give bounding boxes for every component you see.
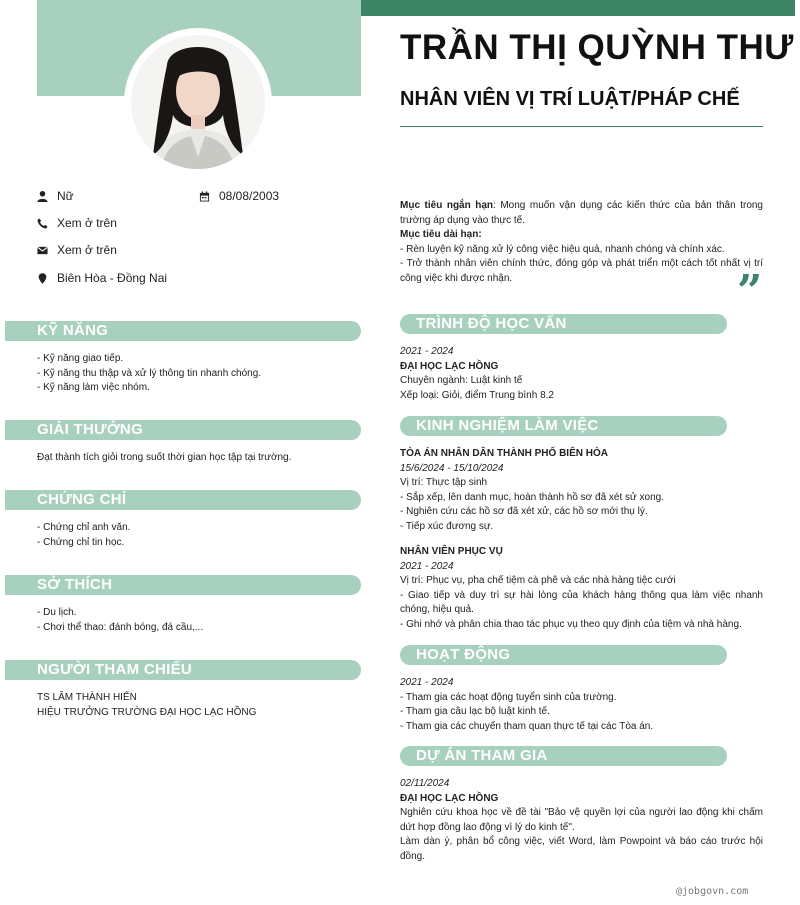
quote-mark-icon: ” xyxy=(737,266,763,317)
project-organization: ĐẠI HỌC LẠC HỒNG xyxy=(400,792,499,804)
activity-item: - Tham gia các chuyến tham quan thực tế tại các Tòa án. xyxy=(400,720,654,732)
awards-header: GIẢI THƯỞNG xyxy=(5,420,361,440)
projects-body xyxy=(400,777,763,864)
list-item: - Chứng chỉ tin học. xyxy=(37,536,125,548)
job-line: Vị trí: Phục vụ, pha chế tiệm cà phê và các nhà hàng tiệc cưới xyxy=(400,575,676,586)
activity-item: - Tham gia các hoạt động tuyển sinh của trường. xyxy=(400,691,617,703)
long-term-label: Mục tiêu dài hạn: xyxy=(400,229,482,240)
address-row xyxy=(37,271,167,285)
list-item: - Du lịch. xyxy=(37,607,77,618)
job-line: - Nghiên cứu các hồ sơ đã xét xử, các hồ sơ mới thụ lý. xyxy=(400,506,648,517)
birthdate-value: 08/08/2003 xyxy=(219,189,280,203)
phone-value: Xem ở trên xyxy=(57,216,117,230)
phone-row xyxy=(37,216,117,230)
experience-job xyxy=(400,447,763,534)
envelope-icon xyxy=(37,245,48,256)
person-icon xyxy=(37,191,48,202)
phone-icon xyxy=(37,218,48,229)
education-period: 2021 - 2024 xyxy=(400,346,454,357)
job-line: - Tiếp xúc đương sự. xyxy=(400,520,494,532)
birthdate-row xyxy=(199,189,279,203)
job-line: Vị trí: Thực tập sinh xyxy=(400,477,488,488)
reference-position: HIỆU TRƯỞNG TRƯỜNG ĐẠI HỌC LẠC HỒNG xyxy=(37,706,257,718)
skills-list xyxy=(37,352,357,396)
education-header: TRÌNH ĐỘ HỌC VẤN xyxy=(400,314,727,334)
education-major: Chuyên ngành: Luật kinh tế xyxy=(400,375,523,386)
title-divider xyxy=(400,126,763,127)
references-header: NGƯỜI THAM CHIẾU xyxy=(5,660,361,680)
activities-header: HOẠT ĐỘNG xyxy=(400,645,727,665)
short-term-text: : Mong muốn vận dụng các kiến thức của bản thân trong trường áp dụng vào thực tế. xyxy=(400,200,763,226)
list-item: - Kỹ năng thu thập và xử lý thông tin nhanh chóng. xyxy=(37,367,262,379)
certificates-list xyxy=(37,521,357,550)
gender-value: Nữ xyxy=(57,189,74,203)
project-date: 02/11/2024 xyxy=(400,778,450,789)
list-item: - Chứng chỉ anh văn. xyxy=(37,522,131,533)
job-line: - Sắp xếp, lên danh mục, hoàn thành hồ sơ đã xét sử xong. xyxy=(400,491,664,503)
top-accent-bar xyxy=(361,0,795,16)
projects-header: DỰ ÁN THAM GIA xyxy=(400,746,727,766)
gender-row xyxy=(37,189,74,203)
education-school: ĐẠI HỌC LẠC HỒNG xyxy=(400,360,499,372)
certificates-header: CHỨNG CHỈ xyxy=(5,490,361,510)
job-title: NHÂN VIÊN VỊ TRÍ LUẬT/PHÁP CHẾ xyxy=(400,88,740,110)
long-term-item: - Rèn luyện kỹ năng xử lý công việc hiệu quả, nhanh chóng và chính xác. xyxy=(400,243,725,255)
job-line: - Ghi nhớ và phân chia thao tác phục vụ theo quy định của tiệm và nhà hàng. xyxy=(400,618,742,630)
list-item: - Kỹ năng giao tiếp. xyxy=(37,353,124,364)
job-organization: TÒA ÁN NHÂN DÂN THÀNH PHỐ BIÊN HÒA xyxy=(400,448,608,459)
job-line: - Giao tiếp và duy trì sự hài lòng của khách hàng thông qua làm việc nhanh chóng, hiệu quả. xyxy=(400,589,763,615)
email-value: Xem ở trên xyxy=(57,243,117,257)
hobbies-list xyxy=(37,606,357,635)
long-term-item: - Trở thành nhân viên chính thức, đóng góp và phát triển một cách tốt nhất vị trí công việc khi được nhận. xyxy=(400,258,763,284)
calendar-icon xyxy=(199,191,210,202)
awards-list xyxy=(37,451,357,466)
list-item: - Chơi thể thao: đánh bóng, đá cầu,... xyxy=(37,621,204,633)
list-item: - Kỹ năng làm việc nhóm. xyxy=(37,382,150,393)
activities-period: 2021 - 2024 xyxy=(400,677,454,688)
job-period: 2021 - 2024 xyxy=(400,560,454,572)
project-line: Làm dàn ý, phân bổ công việc, viết Word, làm Powpoint và báo cáo trước hội đồng. xyxy=(400,836,763,862)
location-pin-icon xyxy=(37,273,48,284)
hobbies-header: SỞ THÍCH xyxy=(5,575,361,595)
list-item: Đạt thành tích giỏi trong suốt thời gian học tập tại trường. xyxy=(37,452,292,463)
experience-header: KINH NGHIỆM LÀM VIỆC xyxy=(400,416,727,436)
activities-body xyxy=(400,676,763,734)
candidate-name: TRẦN THỊ QUỲNH THƯ xyxy=(400,28,794,67)
profile-photo xyxy=(131,35,265,169)
email-row xyxy=(37,243,117,257)
project-line: Nghiên cứu khoa học về đề tài "Bảo vệ quyền lợi của người lao động khi chấm dứt hợp đồng lao động vì lý do kinh tế". xyxy=(400,807,763,833)
career-objective xyxy=(400,199,763,286)
short-term-label: Mục tiêu ngắn hạn xyxy=(400,200,494,211)
education-body xyxy=(400,345,763,403)
reference-name: TS LÂM THÀNH HIỂN xyxy=(37,692,137,703)
activity-item: - Tham gia câu lạc bộ luật kinh tế. xyxy=(400,706,550,717)
job-organization: NHÂN VIÊN PHỤC VỤ xyxy=(400,546,503,557)
references-list xyxy=(37,691,357,720)
watermark: @jobgovn.com xyxy=(676,886,749,897)
skills-header: KỸ NĂNG xyxy=(5,321,361,341)
education-grade: Xếp loại: Giỏi, điểm Trung bình 8.2 xyxy=(400,389,554,401)
job-period: 15/6/2024 - 15/10/2024 xyxy=(400,462,504,474)
experience-job xyxy=(400,545,763,632)
address-value: Biên Hòa - Đồng Nai xyxy=(57,271,168,285)
